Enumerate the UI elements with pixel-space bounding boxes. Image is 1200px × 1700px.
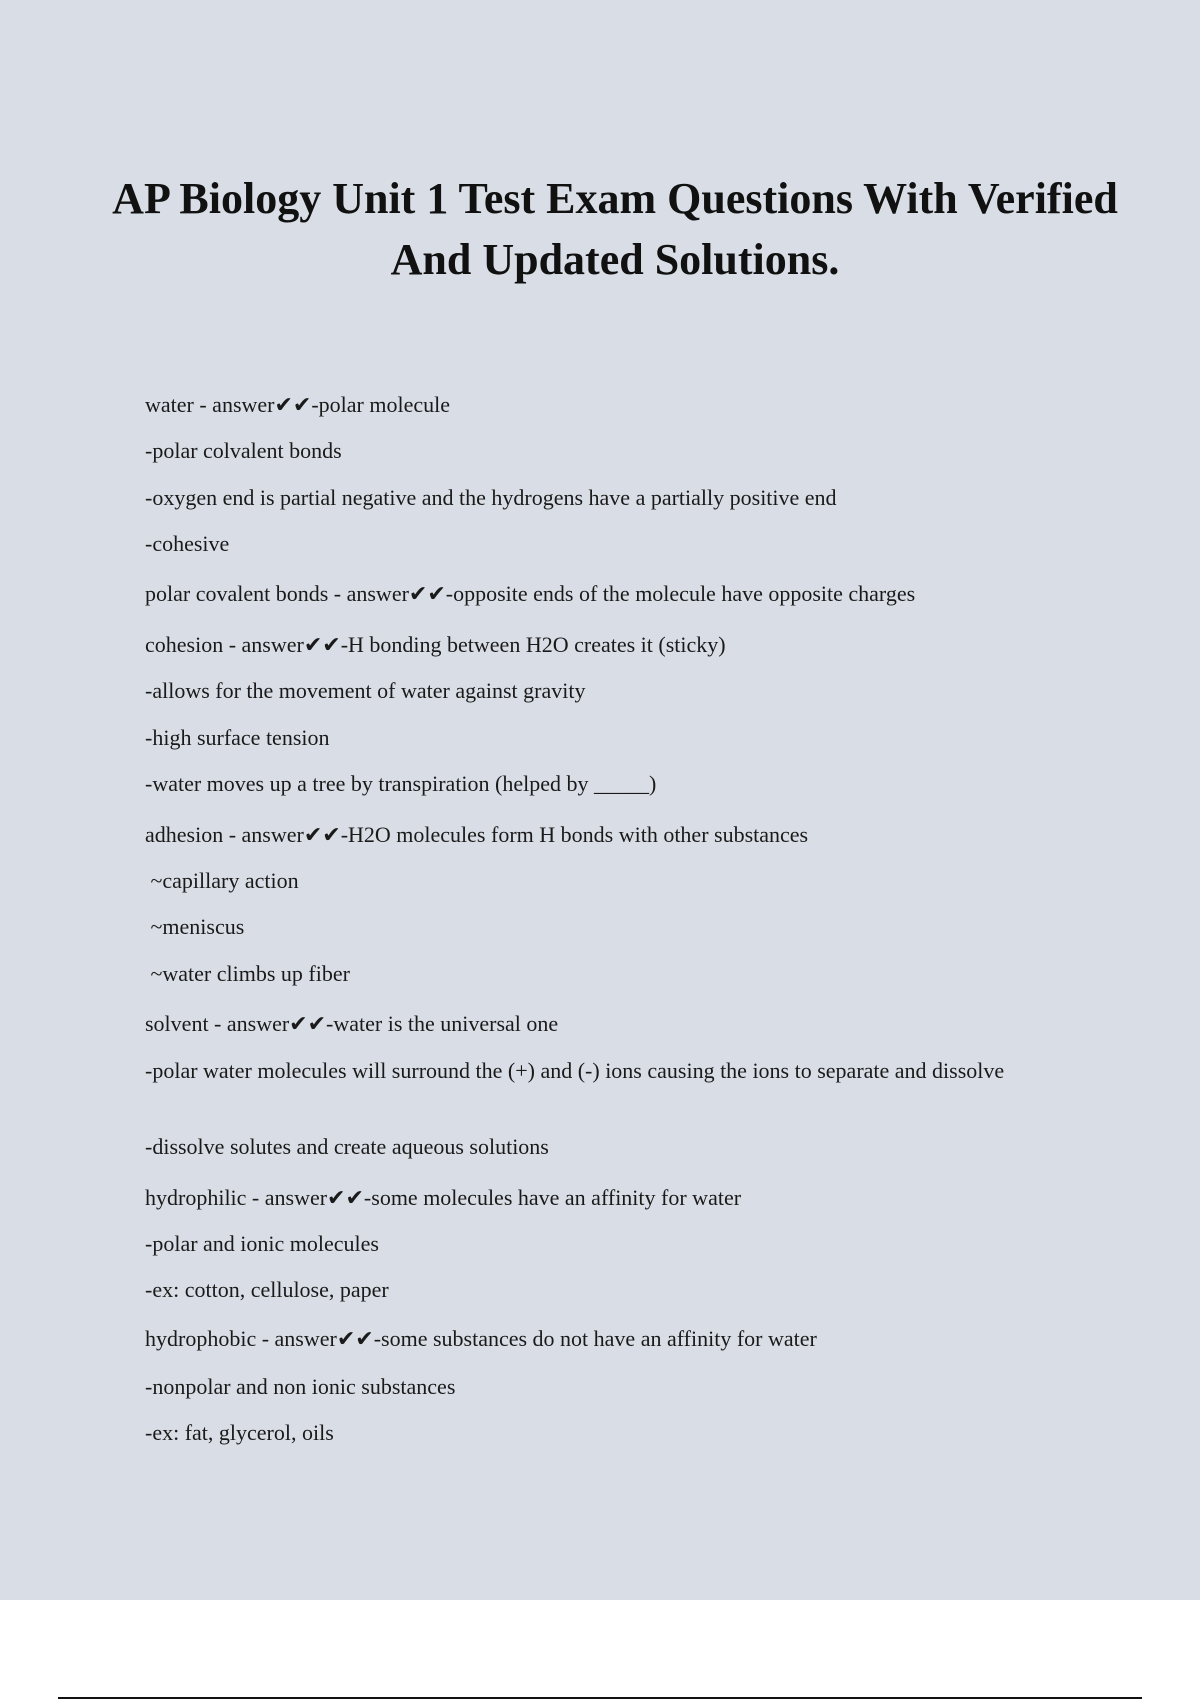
qa-line: water - answer✔✔-polar molecule [145, 392, 451, 417]
qa-line: adhesion - answer✔✔-H2O molecules form H bonds with other substances [145, 822, 809, 847]
qa-line: -ex: cotton, cellulose, paper [145, 1277, 389, 1302]
qa-line: -polar water molecules will surround the (+) and (-) ions causing the ions to separate and dissolve [145, 1058, 1005, 1083]
qa-line: -polar and ionic molecules [145, 1231, 379, 1256]
qa-line: hydrophobic - answer✔✔-some substances do not have an affinity for water [145, 1326, 817, 1351]
qa-line: -nonpolar and non ionic substances [145, 1374, 456, 1399]
qa-line: -high surface tension [145, 725, 330, 750]
footer-divider [58, 1697, 1142, 1699]
qa-line: -allows for the movement of water against gravity [145, 678, 586, 703]
qa-line: ~meniscus [145, 914, 245, 939]
qa-line: polar covalent bonds - answer✔✔-opposite ends of the molecule have opposite charges [145, 581, 916, 606]
qa-line: cohesion - answer✔✔-H bonding between H2O creates it (sticky) [145, 632, 726, 657]
document-title: AP Biology Unit 1 Test Exam Questions With Verified And Updated Solutions. [112, 174, 1118, 284]
qa-line: -cohesive [145, 531, 230, 556]
qa-line: hydrophilic - answer✔✔-some molecules have an affinity for water [145, 1185, 742, 1210]
qa-line: -water moves up a tree by transpiration (helped by _____) [145, 771, 657, 796]
qa-line: -polar colvalent bonds [145, 438, 342, 463]
qa-line: solvent - answer✔✔-water is the universal one [145, 1011, 559, 1036]
qa-line: -oxygen end is partial negative and the hydrogens have a partially positive end [145, 485, 837, 510]
qa-line: -ex: fat, glycerol, oils [145, 1420, 334, 1445]
qa-line: ~capillary action [145, 868, 299, 893]
qa-line: ~water climbs up fiber [145, 961, 350, 986]
qa-line: -dissolve solutes and create aqueous solutions [145, 1134, 549, 1159]
